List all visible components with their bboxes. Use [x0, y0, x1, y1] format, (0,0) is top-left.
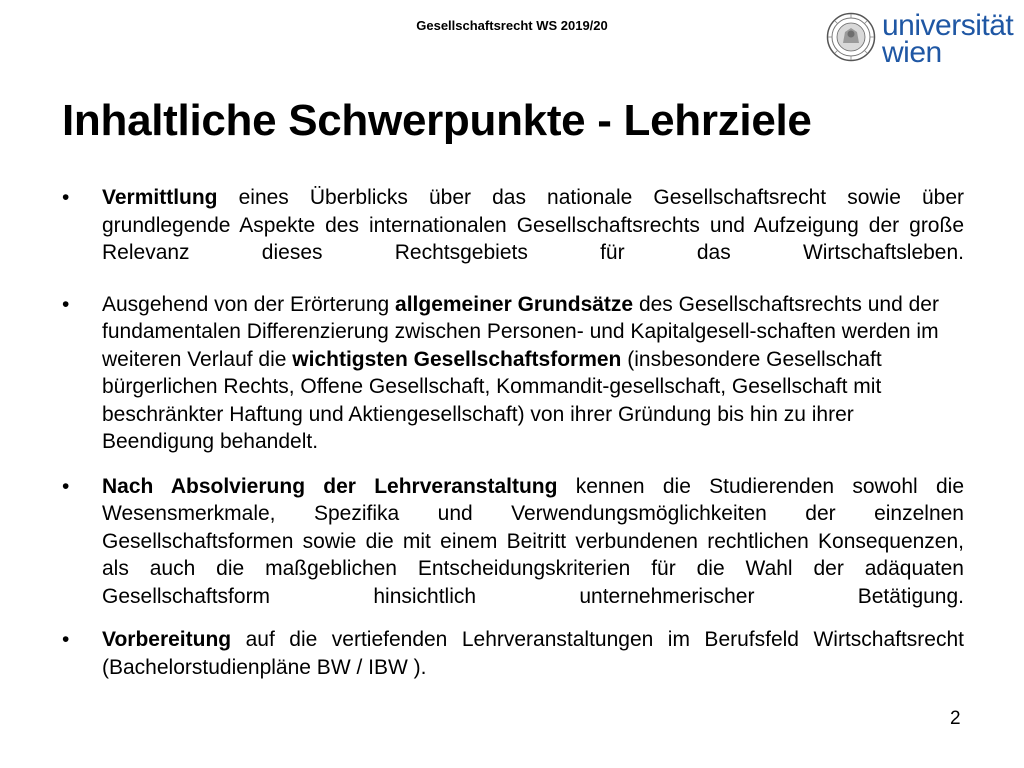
- header-course-title: Gesellschaftsrecht WS 2019/20: [416, 18, 608, 33]
- bullet-2-bold-1: allgemeiner Grundsätze: [395, 292, 634, 316]
- logo-wordmark-line1: universität: [882, 9, 1014, 42]
- page-number: 2: [950, 708, 961, 729]
- bullet-1-bold-lead: Vermittlung: [102, 186, 218, 209]
- bullet-item-1: [62, 184, 964, 267]
- bullet-item-2: [62, 291, 964, 456]
- bullet-item-3: [62, 473, 964, 611]
- bullet-1-text: eines Überblicks über das nationale Gesellschaftsrecht sowie über grundlegende Aspekte des internationalen Gesellschaftsrechts und Aufzeigung der große Relevanz dieses Rechtsgebiets für das Wirtschaftsleben.: [102, 186, 964, 264]
- bullet-3-bold-lead: Nach Absolvierung der Lehrveranstaltung: [102, 474, 558, 498]
- university-logo: [826, 8, 1016, 69]
- bullet-4-text: auf die vertiefenden Lehrveranstaltungen im Berufsfeld Wirtschaftsrecht (Bachelorstudienpläne BW / IBW ).: [102, 628, 964, 679]
- university-seal-icon: [826, 12, 876, 62]
- bullet-dot: •: [62, 474, 70, 498]
- bullet-2-text-a: Ausgehend von der Erörterung: [102, 292, 396, 316]
- bullet-2-bold-2: wichtigsten Gesellschaftsformen: [292, 347, 622, 371]
- bullet-2-text-c: (insbesondere Gesellschaft bürgerlichen Rechts, Offene Gesellschaft, Kommandit-gesellschaft, Gesellschaft mit beschränkter Haftung und Aktiengesellschaft) von ihrer Gründung bis hin zu ihrer Beendigung behandelt.: [102, 347, 882, 453]
- bullet-4-bold-lead: Vorbereitung: [102, 628, 232, 651]
- bullet-dot: •: [62, 628, 70, 651]
- bullet-item-4: [62, 626, 964, 681]
- bullet-3-text: kennen die Studierenden sowohl die Wesensmerkmale, Spezifika und Verwendungsmöglichkeiten der einzelnen Gesellschaftsformen sowie die mit einem Beitritt verbundenen rechtlichen Konsequenzen, als auch die maßgeblichen Entscheidungskriterien für die Wahl der adäquaten Gesellschaftsform hinsichtlich unternehmerischer Betätigung.: [102, 474, 964, 608]
- bullet-dot: •: [62, 292, 70, 316]
- bullet-dot: •: [62, 186, 70, 209]
- bullet-list: [62, 184, 964, 681]
- logo-wordmark-line2: wien: [882, 36, 942, 69]
- page-title: Inhaltliche Schwerpunkte - Lehrziele: [62, 96, 812, 145]
- bullet-2-text-b: des Gesellschaftsrechts und der fundamentalen Differenzierung zwischen Personen- und Kapitalgesell-schaften werden im weiteren Verlauf die: [102, 292, 939, 371]
